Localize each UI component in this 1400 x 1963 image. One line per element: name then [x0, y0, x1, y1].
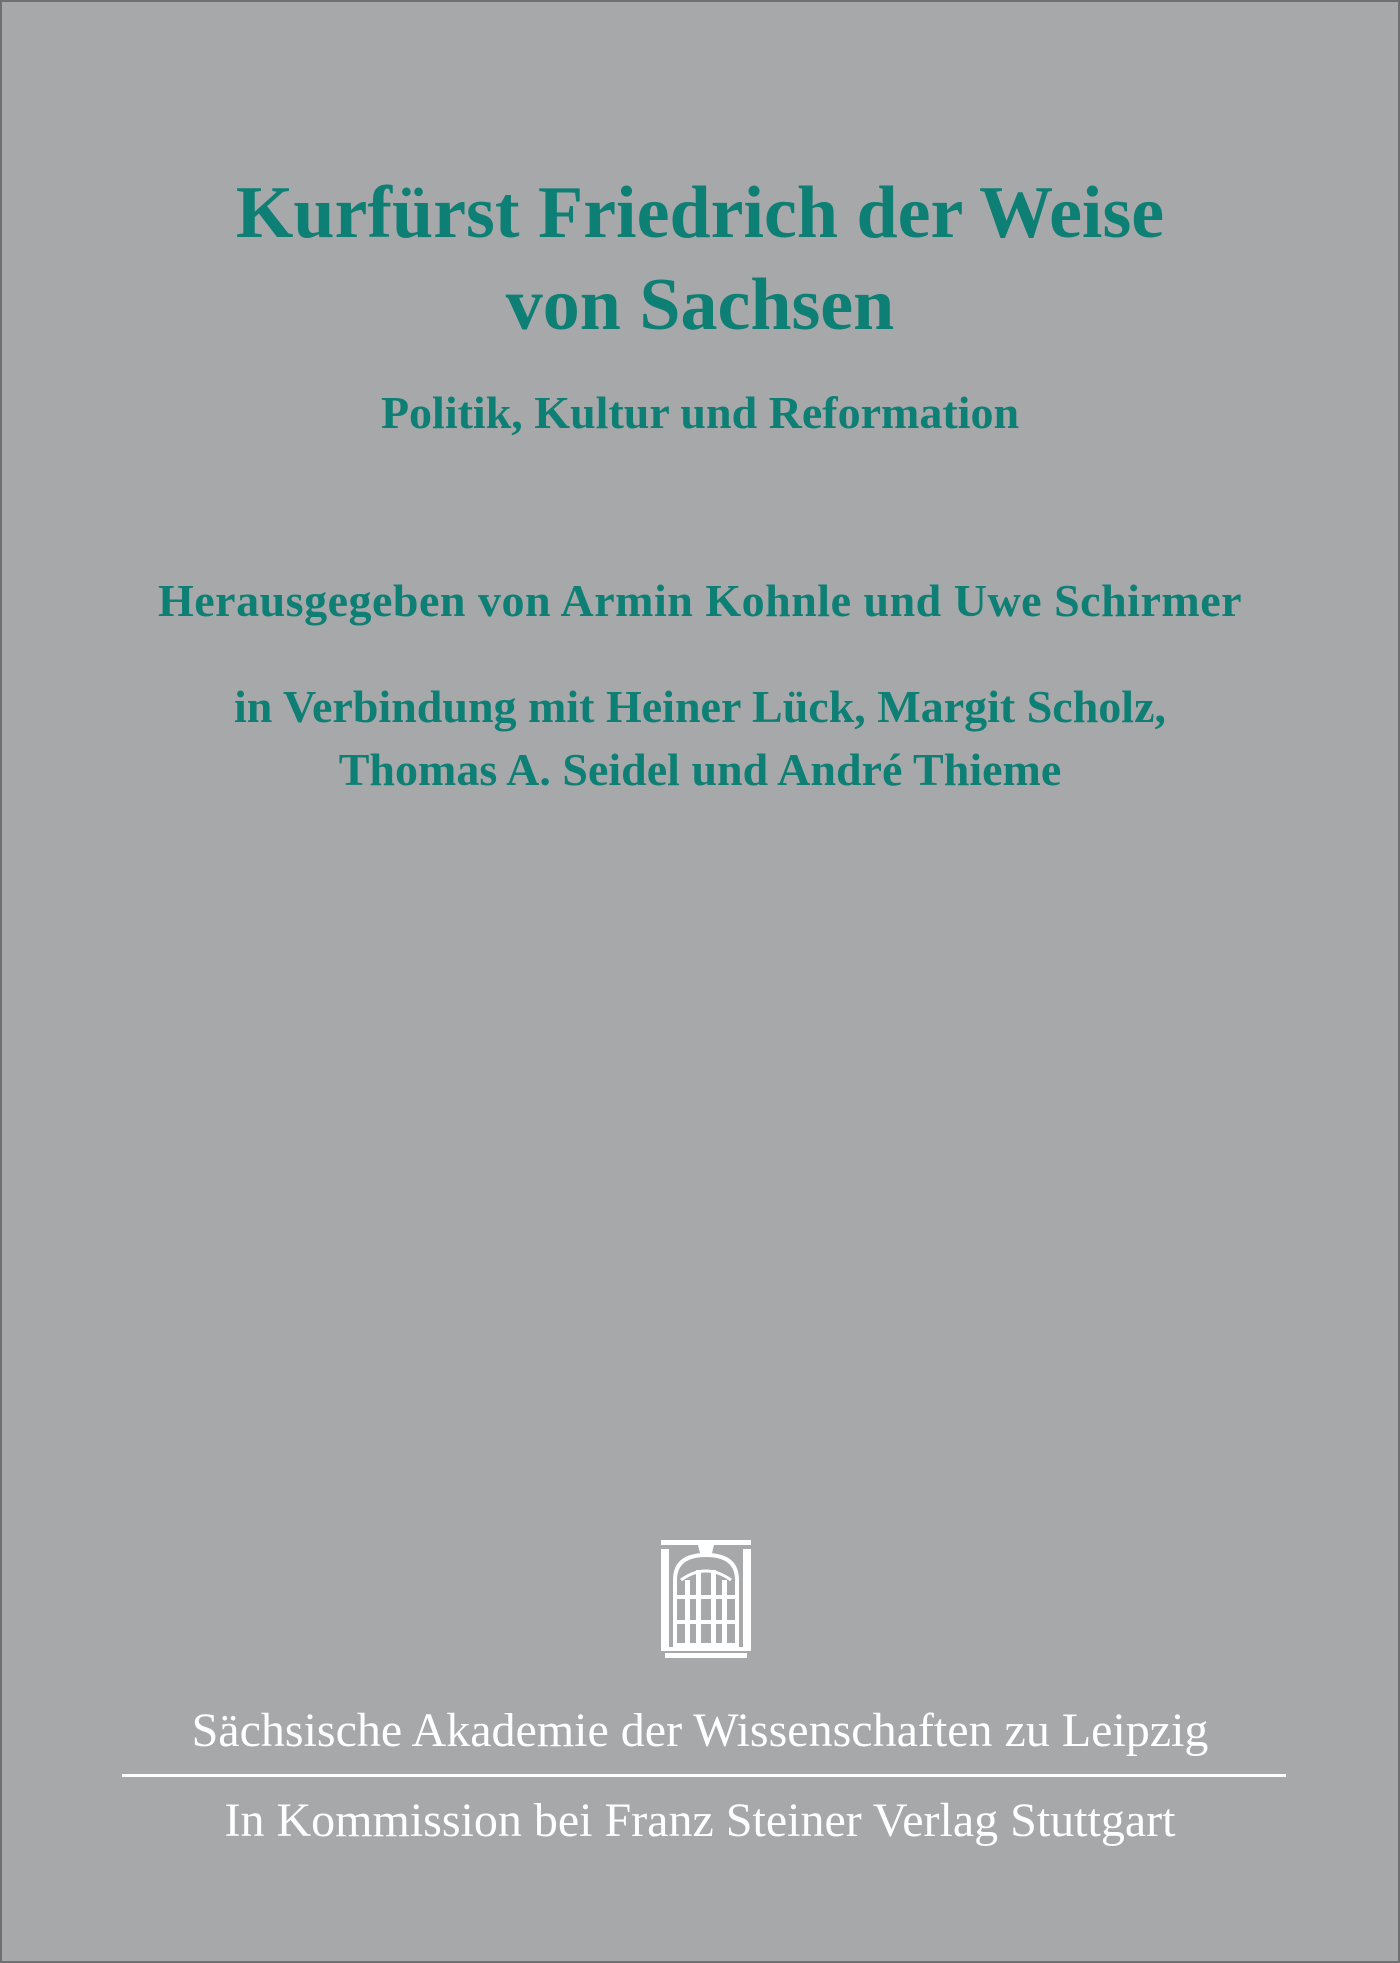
- title-line-1: Kurfürst Friedrich der Weise: [235, 172, 1165, 254]
- collaborators-line-1: in Verbindung mit Heiner Lück, Margit Scholz,: [233, 681, 1167, 732]
- academy-building-window-logo-icon: [661, 1540, 751, 1658]
- divider-rule: [122, 1774, 1286, 1777]
- collaborators-line-2: Thomas A. Seidel und André Thieme: [338, 744, 1062, 795]
- subtitle: Politik, Kultur und Reformation: [380, 387, 1020, 438]
- title-line-2: von Sachsen: [505, 264, 895, 346]
- commission-line: In Kommission bei Franz Steiner Verlag Stuttgart: [224, 1794, 1176, 1847]
- editors-line: Herausgegeben von Armin Kohnle und Uwe Schirmer: [157, 575, 1243, 626]
- publisher-name: Sächsische Akademie der Wissenschaften zu Leipzig: [191, 1704, 1209, 1757]
